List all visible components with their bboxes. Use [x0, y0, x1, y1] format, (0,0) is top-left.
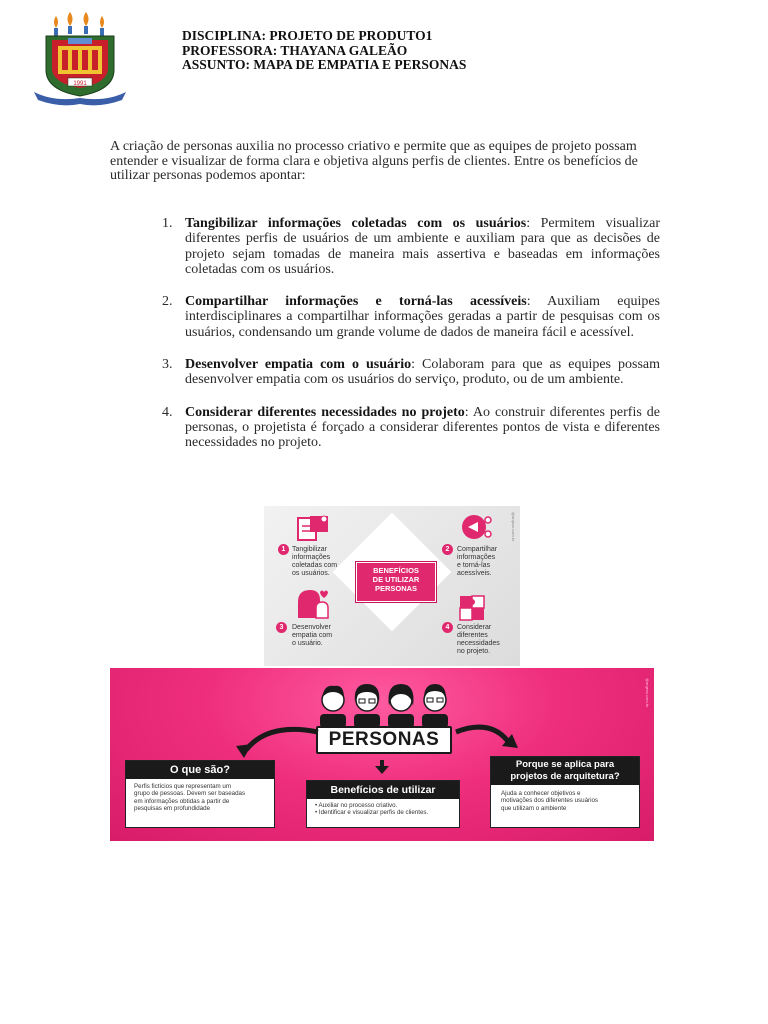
text-line: Considerar: [457, 624, 492, 631]
list-item-title: Compartilhar informações e torná-las acessíveis: [185, 294, 527, 310]
text-line: coletadas com: [292, 562, 338, 569]
benefits-list: [110, 216, 660, 468]
header-discipline: DISCIPLINA: PROJETO DE PRODUTO1: [182, 28, 433, 43]
list-item: [110, 294, 660, 340]
text-line: • Identificar e visualizar perfis de clientes.: [315, 809, 429, 817]
list-item-title: Desenvolver empatia com o usuário: [185, 357, 412, 373]
list-item: [110, 405, 660, 451]
header-subject: ASSUNTO: MAPA DE EMPATIA E PERSONAS: [182, 57, 467, 72]
text-line: projetos de arquitetura?: [510, 771, 620, 782]
header-professor: PROFESSORA: THAYANA GALEÃO: [182, 42, 408, 58]
text-line: necessidades: [457, 640, 500, 647]
text-line: grupo de pessoas. Devem ser baseadas: [134, 790, 246, 798]
arrow-down-icon: [375, 760, 389, 774]
text-line: em informações obtidas a partir de: [134, 797, 230, 805]
list-number: 2.: [162, 294, 173, 310]
arrow-right-icon: [454, 720, 520, 756]
text-line: e torná-las: [457, 562, 491, 569]
text-line: Tangibilizar: [292, 546, 328, 553]
text-line: informações: [292, 554, 331, 561]
share-icon: [460, 512, 494, 542]
text-line: Perfis fictícios que representam um: [134, 783, 231, 790]
credit-text: @arqexx.com.br: [511, 512, 516, 542]
card-caption: O que são?: [126, 761, 274, 779]
puzzle-icon: [458, 594, 488, 622]
text-line: diferentes: [457, 632, 488, 639]
list-item-text: : Colaboram para que as equipes possam desenvolver empatia com os usuários do serviço, produto, ou de um ambiente.: [185, 357, 661, 388]
card-body: [491, 785, 639, 817]
center-title-line: PERSONAS: [374, 584, 418, 593]
personas-infographic: [110, 668, 654, 841]
card-body: [307, 799, 459, 820]
center-title-line: DE UTILIZAR: [372, 575, 420, 584]
text-line: motivações dos diferentes usuários: [501, 797, 598, 805]
text-line: acessíveis.: [457, 570, 492, 577]
list-item: [110, 357, 660, 388]
card-caption: [491, 757, 639, 785]
list-item: [110, 216, 660, 277]
list-item-text: : Permitem visualizar diferentes perfis de usuários de um ambiente e auxiliam para que as decisões de projeto sejam tomadas de maneira mais assertiva e baseadas em informações coletadas com os usuários.: [185, 216, 661, 277]
what-are-card: [125, 760, 275, 828]
benefit-4-text: [457, 624, 500, 656]
number-badge: 2: [442, 544, 453, 555]
text-line: que utilizam o ambiente: [501, 804, 567, 812]
text-line: Desenvolver: [292, 624, 331, 631]
benefit-2-text: [457, 546, 497, 578]
benefits-infographic: [264, 506, 520, 666]
documents-icon: [296, 514, 330, 544]
why-applies-card: [490, 756, 640, 828]
benefit-3-text: [292, 624, 332, 648]
document-header: [182, 29, 466, 73]
card-body: [126, 779, 274, 817]
text-line: o usuário.: [292, 640, 323, 647]
center-title-box: [356, 562, 436, 602]
text-line: Compartilhar: [457, 546, 498, 553]
text-line: pesquisas em profundidade: [134, 805, 211, 813]
empathy-icon: [294, 588, 330, 620]
text-line: informações: [457, 554, 496, 561]
arrow-left-icon: [234, 720, 320, 760]
text-line: no projeto.: [457, 648, 491, 655]
text-line: Ajuda a conhecer objetivos e: [501, 790, 581, 797]
text-line: • Auxiliar no processo criativo.: [315, 802, 398, 809]
list-number: 1.: [162, 216, 173, 231]
number-badge: 3: [276, 622, 287, 633]
list-number: 3.: [162, 357, 173, 373]
benefit-1-text: [292, 546, 337, 578]
intro-paragraph: A criação de personas auxilia no processo criativo e permite que as equipes de projeto possam entender e visualizar de forma clara e objetiva alguns perfis de clientes. Entre os benefícios de utilizar personas podemos apontar:: [110, 139, 638, 184]
list-item-text: : Auxiliam equipes interdisciplinares a compartilhar informações geradas a partir de pesquisas com os usuários, condensando um grande volume de dados de maneira fácil e acessível.: [185, 294, 660, 340]
list-number: 4.: [162, 404, 173, 420]
personas-faces-icon: [316, 680, 452, 728]
number-badge: 1: [278, 544, 289, 555]
list-item-title: Tangibilizar informações coletadas com os usuários: [185, 216, 527, 231]
text-line: empatia com: [292, 632, 333, 639]
svg-text:1991: 1991: [73, 81, 87, 87]
benefits-card: [306, 780, 460, 828]
personas-title-banner: PERSONAS: [316, 726, 452, 754]
university-crest-logo: [32, 10, 128, 106]
text-line: Porque se aplica para: [515, 759, 615, 770]
credit-text: @arqexx.com.br: [645, 678, 650, 708]
card-caption: Benefícios de utilizar: [307, 781, 459, 799]
list-item-title: Considerar diferentes necessidades no projeto: [185, 404, 465, 420]
text-line: os usuários.: [292, 570, 330, 577]
center-title-line: BENEFÍCIOS: [373, 566, 419, 575]
number-badge: 4: [442, 622, 453, 633]
list-item-text: : Ao construir diferentes perfis de personas, o projetista é forçado a considerar diferentes pontos de vista e diferentes necessidades no projeto.: [185, 404, 661, 451]
